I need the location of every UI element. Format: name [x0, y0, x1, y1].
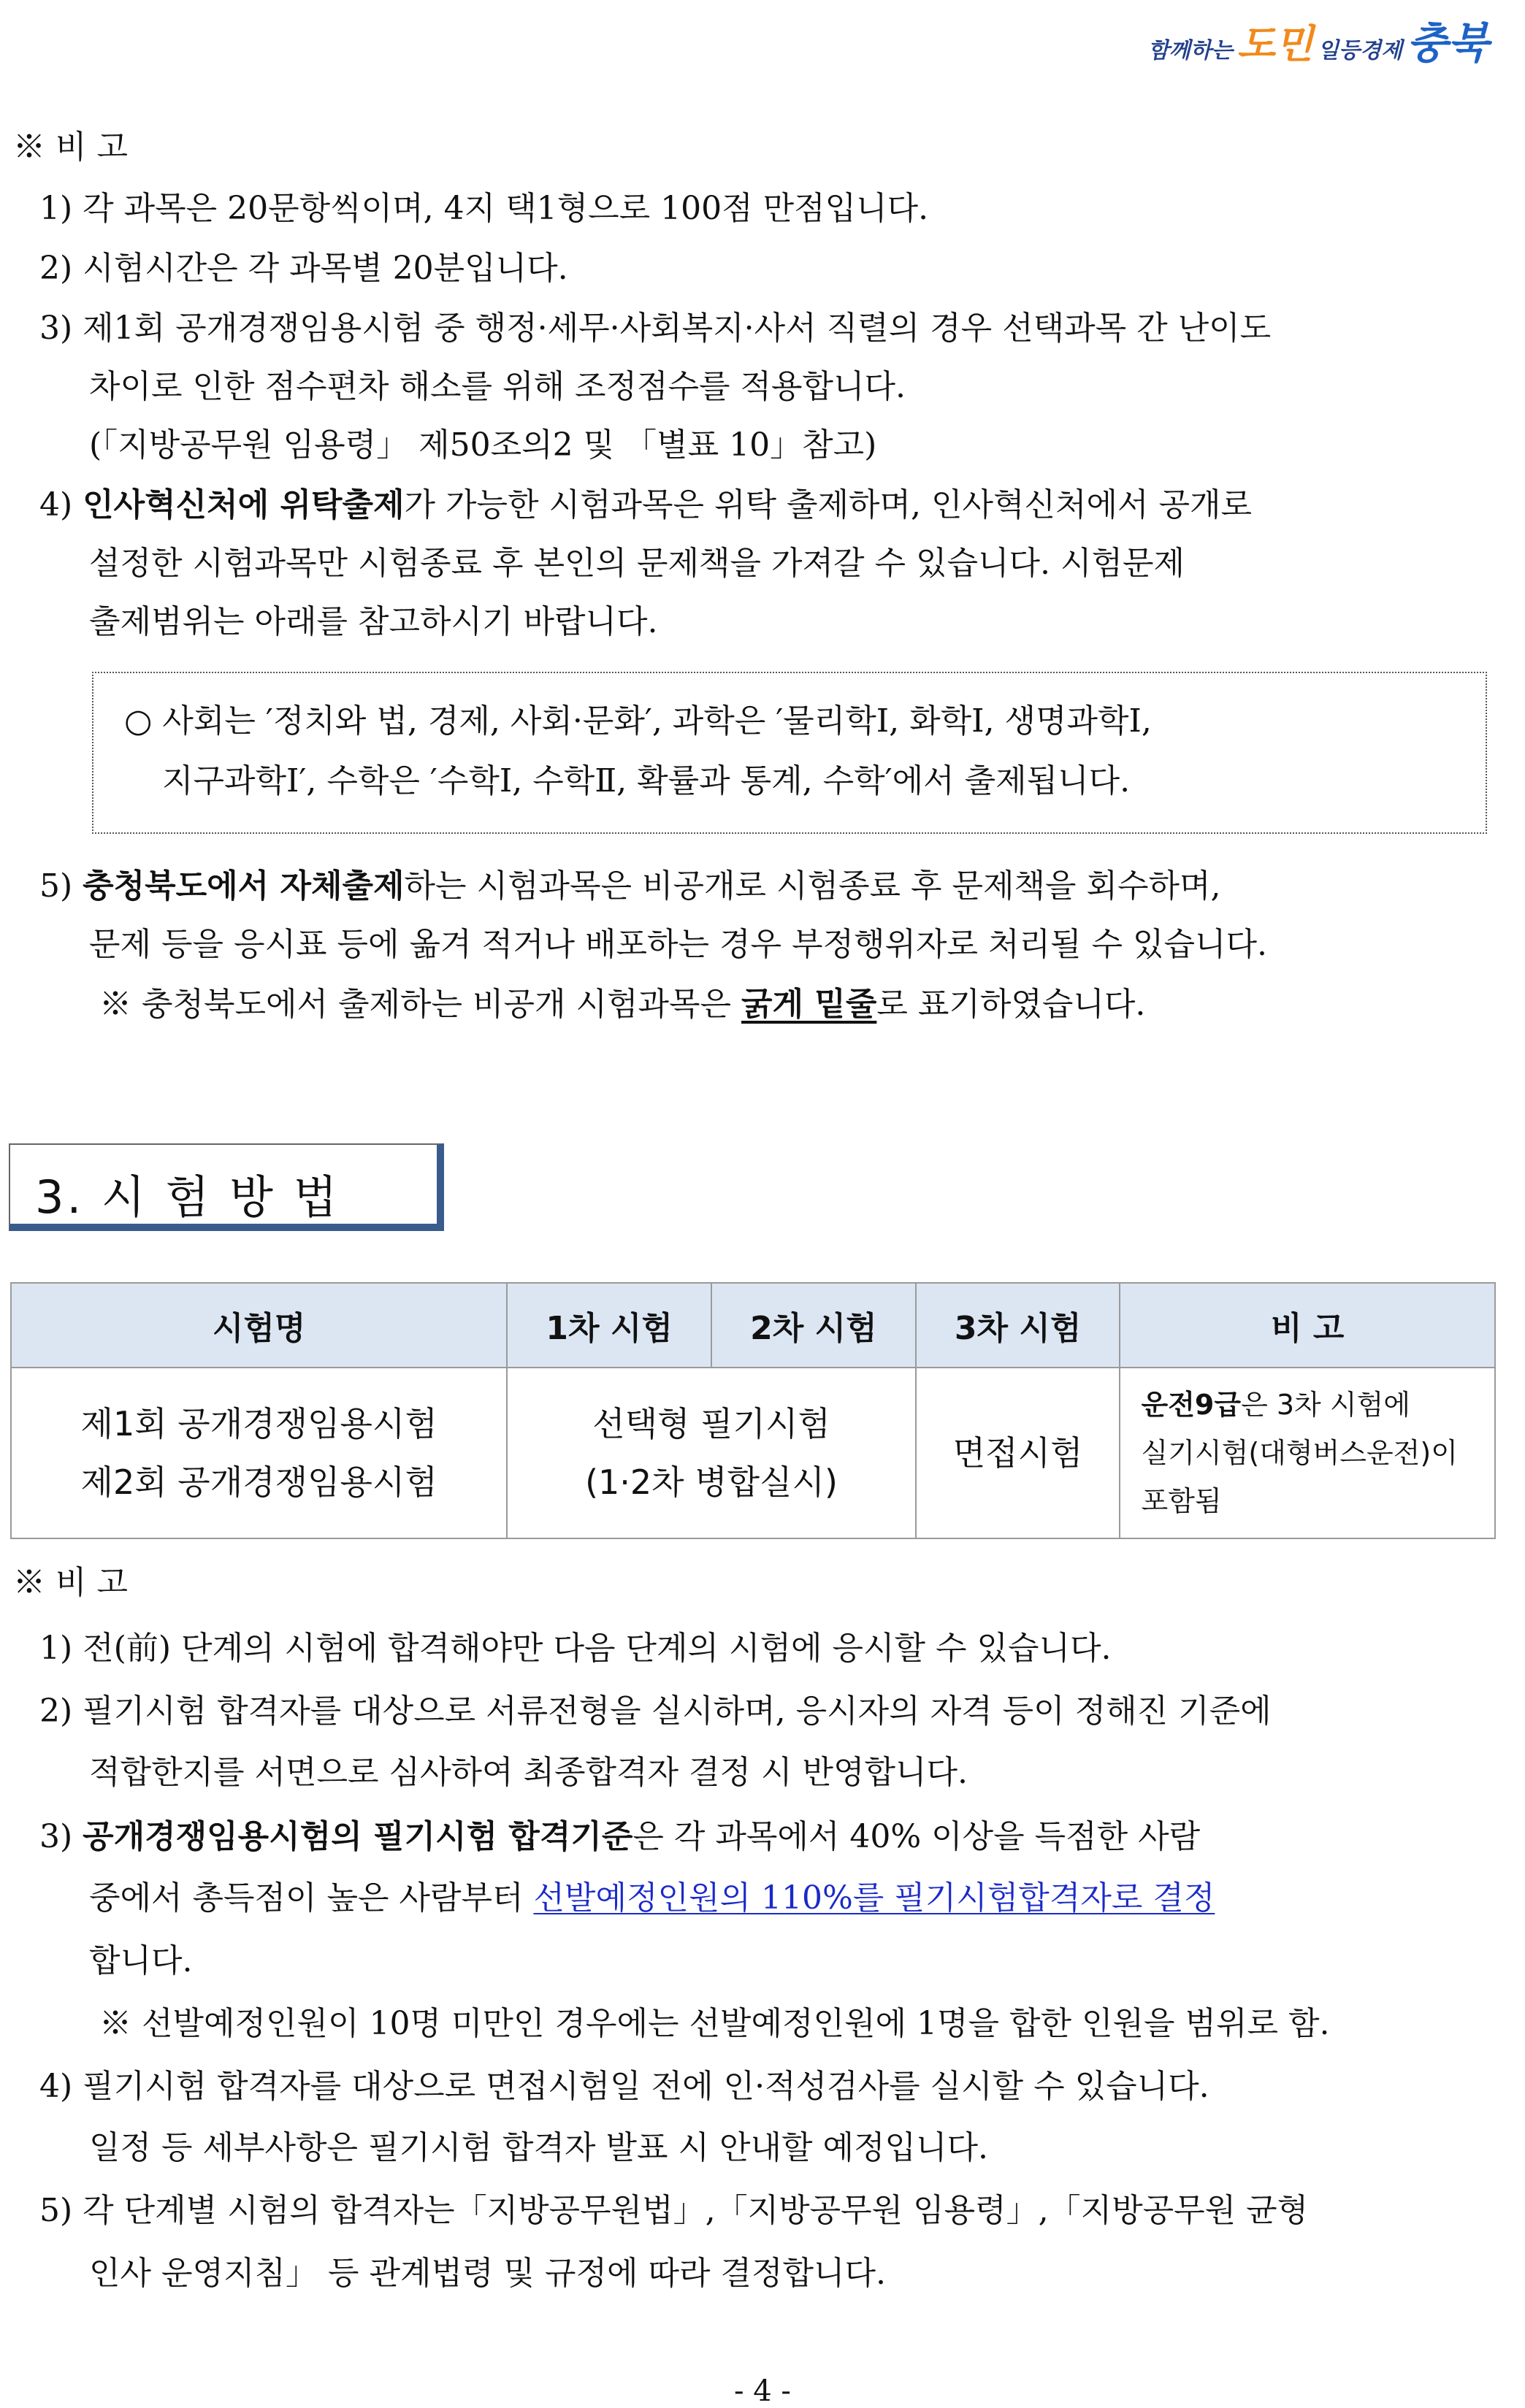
notes1-item-4-line1 — [39, 486, 1253, 524]
logo-text-2: 도민 — [1237, 21, 1314, 67]
written-line1: 선택형 필기시험 — [592, 1404, 830, 1443]
header-logo — [1148, 9, 1488, 74]
remarks-line2: 실기시험(대형버스운전)이 — [1141, 1437, 1458, 1469]
notes1-item-2: 2) 시험시간은 각 과목별 20분입니다. — [39, 250, 568, 287]
notes1-item-3-line3: (「지방공무원 임용령」 제50조의2 및 「별표 10」참고) — [89, 426, 877, 464]
cell-remarks — [1120, 1368, 1495, 1538]
header-first-exam: 1차 시험 — [507, 1283, 711, 1368]
notes2-item-4-line1: 4) 필기시험 합격자를 대상으로 면접시험일 전에 인·적성검사를 실시할 수 있습니다. — [39, 2068, 1209, 2105]
notes2-item-5-line2: 인사 운영지침」 등 관계법령 및 규정에 따라 결정합니다. — [89, 2255, 886, 2292]
notes1-item-5-line1 — [39, 867, 1221, 905]
item5-prefix: 5) — [39, 867, 83, 905]
n2-item3-prefix: 3) — [39, 1818, 83, 1855]
notes2-item-5-line1: 5) 각 단계별 시험의 합격자는「지방공무원법」,「지방공무원 임용령」,「지방공무원 균형 — [39, 2192, 1309, 2229]
logo-text-4: 충북 — [1406, 18, 1488, 68]
notes1-item-4-line3: 출제범위는 아래를 참고하시기 바랍니다. — [89, 603, 658, 640]
item4-prefix: 4) — [39, 486, 83, 524]
remarks-rest: 은 3차 시험에 — [1241, 1389, 1410, 1421]
item5-note-bold: 굵게 밑줄 — [741, 986, 877, 1023]
table-row — [11, 1368, 1495, 1538]
notes2-item-1: 1) 전(前) 단계의 시험에 합격해야만 다음 단계의 시험에 응시할 수 있습니다. — [39, 1630, 1112, 1667]
section-title-box — [9, 1143, 444, 1231]
header-second-exam: 2차 시험 — [711, 1283, 916, 1368]
notes1-item-4-line2: 설정한 시험과목만 시험종료 후 본인의 문제책을 가져갈 수 있습니다. 시험문제 — [89, 545, 1185, 582]
notes2-item-3-line2 — [89, 1879, 1215, 1917]
exam-scope-line2: 지구과학Ⅰ′, 수학은 ′수학Ⅰ, 수학Ⅱ, 확률과 통계, 수학′에서 출제됩니다. — [162, 762, 1131, 800]
notes2-item-3-line1 — [39, 1818, 1201, 1855]
notes1-item-1: 1) 각 과목은 20문항씩이며, 4지 택1형으로 100점 만점입니다. — [39, 190, 929, 227]
exam-scope-box — [92, 672, 1487, 834]
item4-rest: 가 가능한 시험과목은 위탁 출제하며, 인사혁신처에서 공개로 — [404, 486, 1253, 524]
notes2-item-2-line1: 2) 필기시험 합격자를 대상으로 서류전형을 실시하며, 응시자의 자격 등이 정해진 기준에 — [39, 1692, 1272, 1730]
notes1-item-3-line1: 3) 제1회 공개경쟁임용시험 중 행정·세무·사회복지·사서 직렬의 경우 선택과목 간 난이도 — [39, 310, 1272, 347]
header-third-exam: 3차 시험 — [916, 1283, 1120, 1368]
section-title: 3. 시 험 방 법 — [35, 1170, 340, 1224]
table-header-row — [11, 1283, 1495, 1368]
notes2-heading: ※ 비 고 — [13, 1564, 128, 1601]
notes1-item-3-line2: 차이로 인한 점수편차 해소를 위해 조정점수를 적용합니다. — [89, 368, 906, 405]
exam-name-line1: 제1회 공개경쟁임용시험 — [80, 1404, 437, 1443]
logo-text-1: 함께하는 — [1147, 38, 1233, 64]
n2-item3-line2-a: 중에서 총득점이 높은 사람부터 — [89, 1879, 534, 1917]
notes2-item-3-line3: 합니다. — [89, 1942, 193, 1979]
item5-note-b: 로 표기하였습니다. — [876, 986, 1146, 1023]
notes2-item-3-note: ※ 선발예정인원이 10명 미만인 경우에는 선발예정인원에 1명을 합한 인원을 범위로 함. — [99, 2005, 1330, 2042]
header-remarks: 비 고 — [1120, 1283, 1495, 1368]
exam-name-line2: 제2회 공개경쟁임용시험 — [80, 1462, 437, 1502]
page-number: - 4 - — [734, 2374, 791, 2408]
header-exam-name: 시험명 — [11, 1283, 507, 1368]
written-line2: (1·2차 병합실시) — [585, 1462, 838, 1502]
cell-written-exam — [507, 1368, 915, 1538]
notes2-item-2-line2: 적합한지를 서면으로 심사하여 최종합격자 결정 시 반영합니다. — [89, 1754, 968, 1791]
item5-bold: 충청북도에서 자체출제 — [83, 867, 405, 905]
item5-rest: 하는 시험과목은 비공개로 시험종료 후 문제책을 회수하며, — [404, 867, 1221, 905]
exam-method-table — [10, 1282, 1496, 1539]
remarks-line1 — [1141, 1381, 1494, 1429]
n2-item3-rest: 은 각 과목에서 40% 이상을 득점한 사람 — [632, 1818, 1201, 1855]
notes1-item-5-line2: 문제 등을 응시표 등에 옮겨 적거나 배포하는 경우 부정행위자로 처리될 수 있습니다. — [89, 926, 1267, 963]
exam-scope-line1: ○ 사회는 ′정치와 법, 경제, 사회·문화′, 과학은 ′물리학Ⅰ, 화학Ⅰ, 생명과학Ⅰ, — [124, 702, 1152, 740]
remarks-line3: 포함됨 — [1141, 1485, 1222, 1517]
notes1-heading: ※ 비 고 — [13, 129, 128, 166]
n2-item3-bold: 공개경쟁임용시험의 필기시험 합격기준 — [83, 1818, 633, 1855]
cell-third-exam: 면접시험 — [916, 1368, 1120, 1538]
item4-bold: 인사혁신처에 위탁출제 — [83, 486, 405, 524]
notes2-item-4-line2: 일정 등 세부사항은 필기시험 합격자 발표 시 안내할 예정입니다. — [89, 2129, 988, 2166]
logo-text-3: 일등경제 — [1318, 38, 1402, 64]
cell-exam-name — [11, 1368, 507, 1538]
remarks-bold: 운전9급 — [1141, 1389, 1242, 1421]
item5-note-a: ※ 충청북도에서 출제하는 비공개 시험과목은 — [99, 986, 742, 1023]
n2-item3-line2-blue: 선발예정인원의 110%를 필기시험합격자로 결정 — [533, 1879, 1215, 1917]
notes1-item-5-note — [99, 986, 1146, 1023]
